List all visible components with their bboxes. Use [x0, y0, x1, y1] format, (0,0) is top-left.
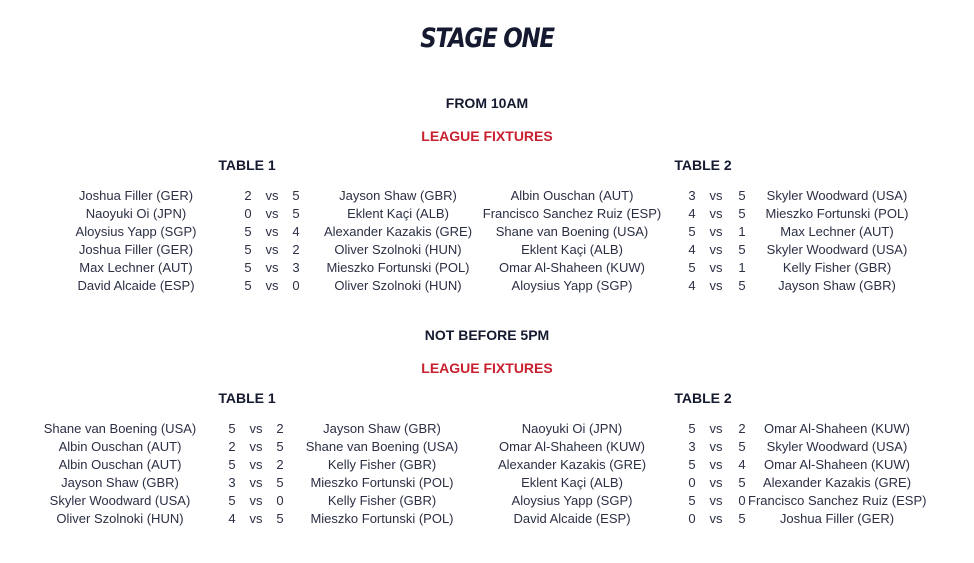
away-player: Skyler Woodward (USA)	[766, 242, 908, 257]
table-1-heading: TABLE 1	[218, 157, 276, 173]
away-player: Jayson Shaw (GBR)	[323, 421, 441, 436]
page-title: STAGE ONE	[420, 23, 554, 54]
away-score: 5	[276, 475, 284, 490]
away-score: 5	[738, 188, 746, 203]
home-score: 5	[244, 278, 252, 293]
away-player: Skyler Woodward (USA)	[766, 439, 908, 454]
versus-label: vs	[249, 475, 263, 490]
versus-label: vs	[709, 278, 723, 293]
away-score: 5	[738, 475, 746, 490]
home-player: David Alcaide (ESP)	[77, 278, 195, 293]
home-player: Jayson Shaw (GBR)	[61, 475, 179, 490]
league-fixtures-label: LEAGUE FIXTURES	[421, 360, 553, 376]
home-score: 5	[688, 457, 696, 472]
versus-label: vs	[709, 224, 723, 239]
home-player: Aloysius Yapp (SGP)	[511, 493, 633, 508]
versus-label: vs	[249, 493, 263, 508]
versus-label: vs	[709, 475, 723, 490]
home-player: Joshua Filler (GER)	[78, 242, 194, 257]
away-score: 5	[292, 206, 300, 221]
home-score: 5	[688, 224, 696, 239]
home-score: 5	[688, 493, 696, 508]
home-player: Eklent Kaçi (ALB)	[521, 242, 623, 257]
home-player: Skyler Woodward (USA)	[49, 493, 191, 508]
versus-label: vs	[249, 511, 263, 526]
home-player: Shane van Boening (USA)	[495, 224, 649, 239]
home-player: Eklent Kaçi (ALB)	[521, 475, 623, 490]
away-player: Mieszko Fortunski (POL)	[310, 511, 454, 526]
away-score: 0	[292, 278, 300, 293]
versus-label: vs	[709, 260, 723, 275]
versus-label: vs	[265, 278, 279, 293]
home-player: Naoyuki Oi (JPN)	[85, 206, 187, 221]
table-2-heading: TABLE 2	[674, 390, 732, 406]
away-player: Omar Al-Shaheen (KUW)	[764, 457, 910, 472]
away-score: 5	[738, 511, 746, 526]
away-player: Oliver Szolnoki (HUN)	[334, 242, 462, 257]
away-player: Mieszko Fortunski (POL)	[326, 260, 470, 275]
away-score: 0	[738, 493, 746, 508]
away-player: Shane van Boening (USA)	[305, 439, 459, 454]
home-score: 4	[688, 242, 696, 257]
home-score: 4	[688, 278, 696, 293]
away-score: 5	[276, 511, 284, 526]
away-player: Omar Al-Shaheen (KUW)	[764, 421, 910, 436]
session-time-heading: NOT BEFORE 5PM	[424, 327, 550, 343]
away-score: 2	[292, 242, 300, 257]
versus-label: vs	[265, 206, 279, 221]
home-score: 5	[228, 457, 236, 472]
home-score: 0	[688, 475, 696, 490]
home-score: 4	[688, 206, 696, 221]
versus-label: vs	[249, 457, 263, 472]
away-score: 5	[276, 439, 284, 454]
away-score: 3	[292, 260, 300, 275]
home-score: 0	[688, 511, 696, 526]
away-score: 5	[738, 439, 746, 454]
versus-label: vs	[265, 242, 279, 257]
versus-label: vs	[265, 188, 279, 203]
away-score: 5	[292, 188, 300, 203]
away-player: Skyler Woodward (USA)	[766, 188, 908, 203]
away-player: Oliver Szolnoki (HUN)	[334, 278, 462, 293]
away-score: 5	[738, 206, 746, 221]
home-player: Naoyuki Oi (JPN)	[521, 421, 623, 436]
home-score: 5	[228, 421, 236, 436]
table-2-heading: TABLE 2	[674, 157, 732, 173]
home-player: David Alcaide (ESP)	[513, 511, 631, 526]
versus-label: vs	[709, 188, 723, 203]
away-score: 0	[276, 493, 284, 508]
table-1-heading: TABLE 1	[218, 390, 276, 406]
home-player: Max Lechner (AUT)	[79, 260, 193, 275]
away-player: Alexander Kazakis (GRE)	[762, 475, 912, 490]
home-score: 0	[244, 206, 252, 221]
versus-label: vs	[709, 457, 723, 472]
versus-label: vs	[709, 421, 723, 436]
versus-label: vs	[709, 242, 723, 257]
versus-label: vs	[709, 439, 723, 454]
home-player: Albin Ouschan (AUT)	[510, 188, 634, 203]
home-player: Oliver Szolnoki (HUN)	[56, 511, 184, 526]
home-score: 2	[228, 439, 236, 454]
away-score: 1	[738, 260, 746, 275]
session-time-heading: FROM 10AM	[445, 95, 529, 111]
away-score: 4	[292, 224, 300, 239]
home-score: 5	[688, 260, 696, 275]
away-score: 5	[738, 242, 746, 257]
home-score: 5	[244, 260, 252, 275]
away-player: Eklent Kaçi (ALB)	[347, 206, 449, 221]
versus-label: vs	[265, 260, 279, 275]
home-player: Shane van Boening (USA)	[43, 421, 197, 436]
away-score: 5	[738, 278, 746, 293]
away-player: Alexander Kazakis (GRE)	[323, 224, 473, 239]
home-score: 2	[244, 188, 252, 203]
away-player: Kelly Fisher (GBR)	[327, 493, 437, 508]
home-score: 3	[688, 439, 696, 454]
versus-label: vs	[265, 224, 279, 239]
away-score: 4	[738, 457, 746, 472]
home-player: Aloysius Yapp (SGP)	[75, 224, 197, 239]
home-score: 5	[688, 421, 696, 436]
home-player: Albin Ouschan (AUT)	[58, 439, 182, 454]
away-player: Kelly Fisher (GBR)	[782, 260, 892, 275]
home-player: Omar Al-Shaheen (KUW)	[499, 260, 645, 275]
league-fixtures-label: LEAGUE FIXTURES	[421, 128, 553, 144]
versus-label: vs	[249, 439, 263, 454]
away-player: Max Lechner (AUT)	[780, 224, 894, 239]
home-player: Albin Ouschan (AUT)	[58, 457, 182, 472]
away-player: Kelly Fisher (GBR)	[327, 457, 437, 472]
away-score: 2	[276, 457, 284, 472]
away-player: Mieszko Fortunski (POL)	[310, 475, 454, 490]
home-score: 3	[688, 188, 696, 203]
home-player: Aloysius Yapp (SGP)	[511, 278, 633, 293]
away-player: Joshua Filler (GER)	[779, 511, 895, 526]
away-player: Francisco Sanchez Ruiz (ESP)	[748, 493, 927, 508]
versus-label: vs	[709, 206, 723, 221]
home-score: 5	[244, 224, 252, 239]
home-score: 5	[244, 242, 252, 257]
home-player: Alexander Kazakis (GRE)	[497, 457, 647, 472]
away-score: 1	[738, 224, 746, 239]
versus-label: vs	[709, 493, 723, 508]
home-score: 5	[228, 493, 236, 508]
versus-label: vs	[249, 421, 263, 436]
versus-label: vs	[709, 511, 723, 526]
away-score: 2	[276, 421, 284, 436]
away-player: Jayson Shaw (GBR)	[778, 278, 896, 293]
home-player: Joshua Filler (GER)	[78, 188, 194, 203]
home-player: Francisco Sanchez Ruiz (ESP)	[482, 206, 662, 221]
home-score: 3	[228, 475, 236, 490]
home-player: Omar Al-Shaheen (KUW)	[499, 439, 645, 454]
away-score: 2	[738, 421, 746, 436]
away-player: Jayson Shaw (GBR)	[339, 188, 457, 203]
home-score: 4	[228, 511, 236, 526]
away-player: Mieszko Fortunski (POL)	[765, 206, 909, 221]
